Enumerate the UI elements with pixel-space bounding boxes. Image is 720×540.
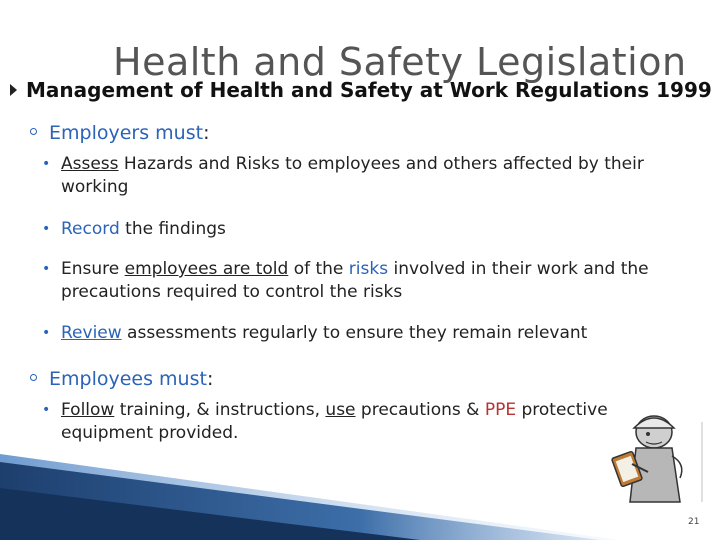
list-item-review [42,322,692,346]
hazards-text: Hazards [118,154,193,174]
list-item-assess [42,153,692,201]
employees-colon: : [206,368,214,390]
risks-highlight-text: risks [348,259,389,279]
precautions-text: precautions & [355,400,485,420]
arrow-bullet-icon [10,84,17,96]
employers-heading: Employers must [49,122,204,144]
list-item-follow [42,399,692,447]
employees-heading-row [30,368,213,390]
bullet-dot-icon: • [42,261,51,277]
use-text: use [325,400,356,420]
circle-bullet-icon [30,128,37,135]
employees-told-text: employees are told [124,259,289,279]
assess-rest-text: to employees and others affected by their working [61,154,644,197]
review-rest-text: assessments regularly to ensure they remain relevant [121,323,588,343]
employers-colon: : [203,122,210,144]
ensure-rest-text: involved in their work and the precautions required to control the risks [61,259,649,302]
and-text: and [192,154,236,174]
ensure-text: Ensure [61,259,125,279]
worker-clipart-icon [606,402,706,512]
bullet-dot-icon: • [42,325,51,341]
protective-text: protective equipment provided. [61,400,608,443]
training-text: training, & instructions, [114,400,326,420]
bullet-dot-icon: • [42,221,51,237]
ppe-text: PPE [484,400,517,420]
of-the-text: of the [288,259,349,279]
circle-bullet-icon [30,374,37,381]
list-item-ensure [42,258,692,306]
bullet-dot-icon: • [42,156,51,172]
follow-text: Follow [61,400,115,420]
page-number: 21 [688,517,700,527]
slide-title: Health and Safety Legislation [113,40,687,84]
employees-heading: Employees must [49,368,207,390]
bullet-dot-icon: • [42,402,51,418]
slide-subtitle: Management of Health and Safety at Work Regulations 1999 [26,78,712,102]
subtitle-row [0,78,720,112]
decorative-stripe [0,448,620,540]
assess-text: Assess [61,154,119,174]
record-rest-text: the findings [119,219,226,239]
list-item-record [42,218,692,242]
record-text: Record [61,219,120,239]
employers-heading-row [30,122,209,144]
risks-text: Risks [235,154,280,174]
review-text: Review [61,323,122,343]
